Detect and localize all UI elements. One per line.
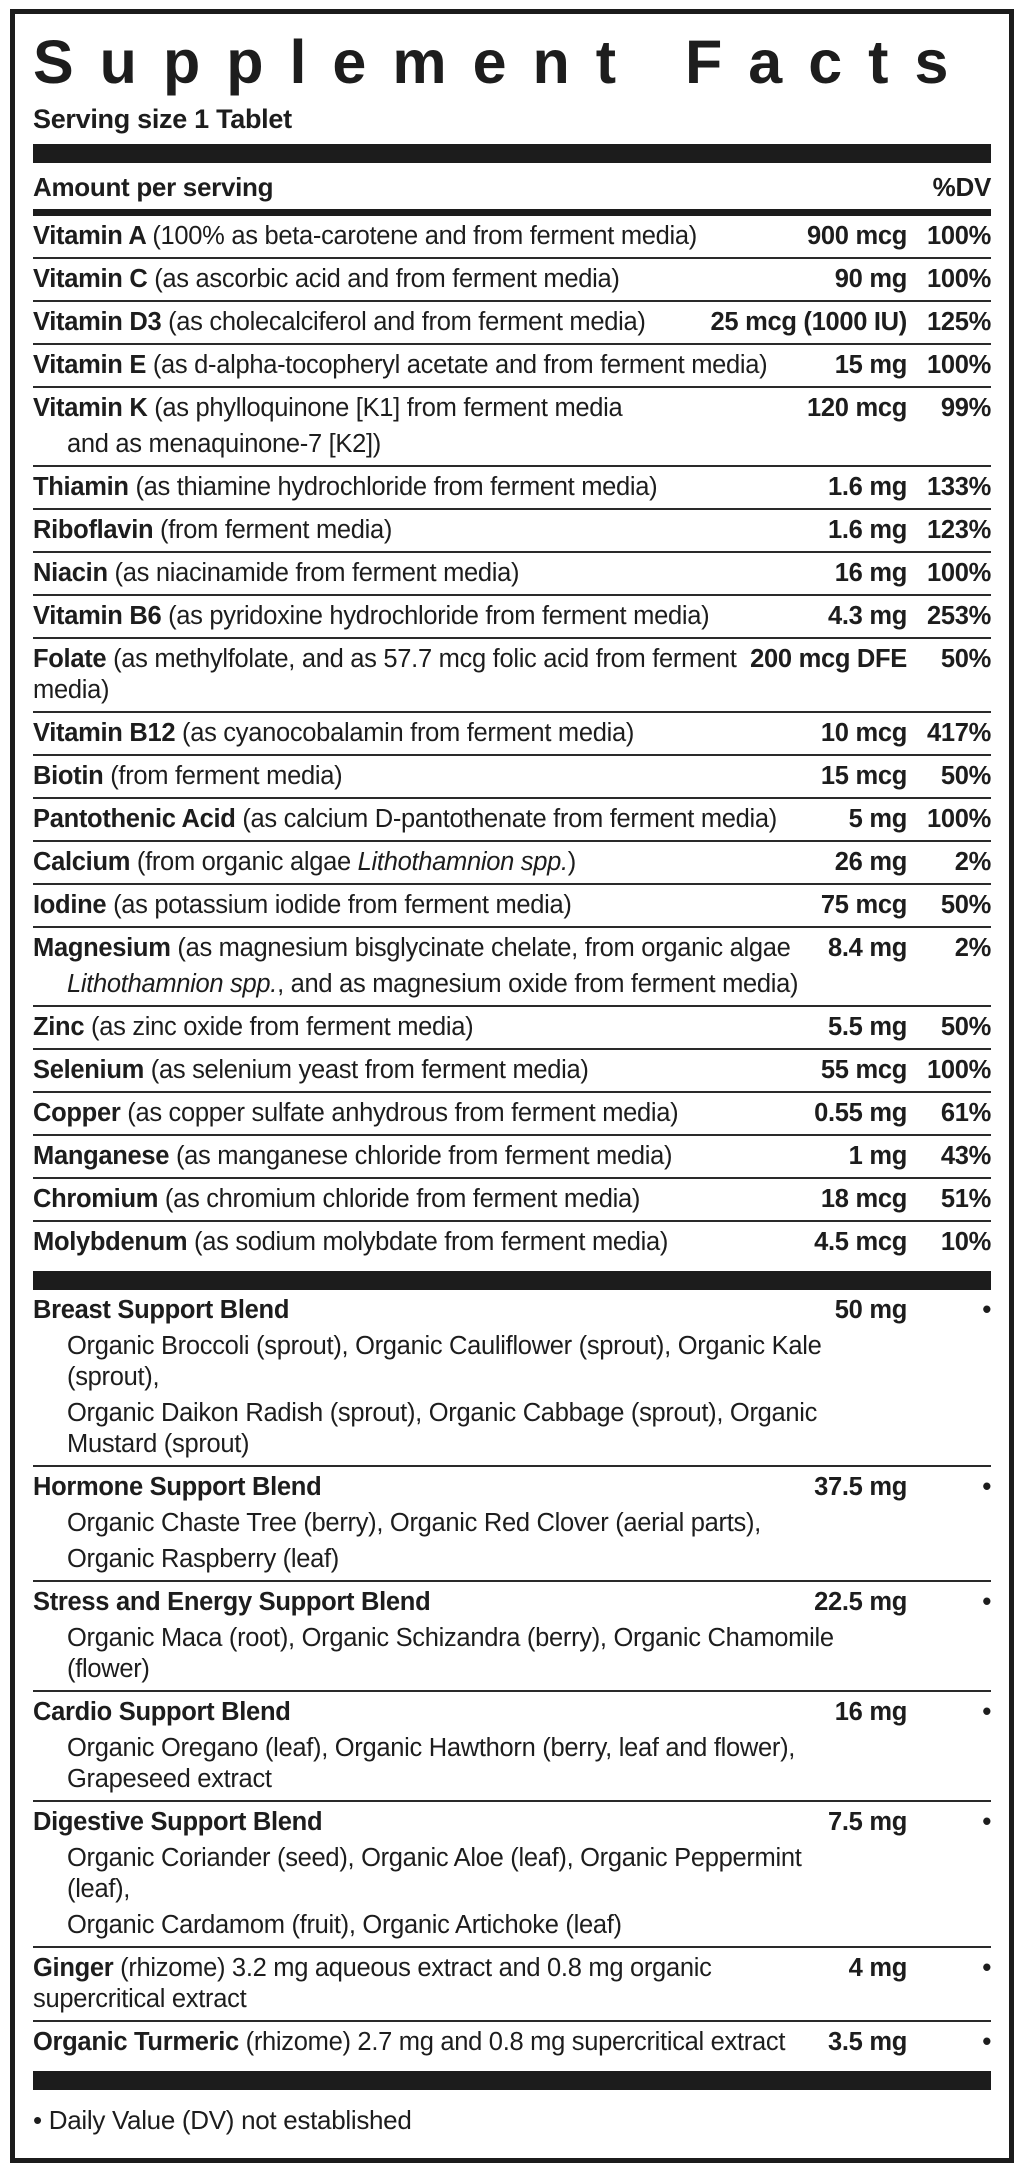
nutrient-row-main-line — [33, 761, 991, 792]
nutrient-row-dv: 50% — [940, 645, 991, 673]
blend-row-continuation-line — [33, 1398, 991, 1460]
blend-row-main-line — [33, 1697, 991, 1728]
ingredient-desc: Organic Oregano (leaf), Organic Hawthorn (berry, leaf and flower), Grapeseed extract — [67, 1734, 796, 1793]
blend-row-desc — [33, 1953, 839, 2015]
nutrient-row-main-line — [33, 804, 991, 835]
nutrient-row-desc — [33, 307, 701, 338]
dv-footnote: • Daily Value (DV) not established — [33, 2105, 412, 2135]
blend-row-main-line — [33, 1472, 991, 1503]
blend-row — [33, 1290, 991, 1467]
nutrient-row-continuation-line — [33, 429, 991, 460]
ingredient-desc: (as magnesium bisglycinate chelate, from organic algae — [177, 934, 791, 962]
blend-row-main-line — [33, 1953, 991, 2015]
ingredient-desc: , and as magnesium oxide from ferment media) — [277, 970, 799, 998]
ingredient-name: Molybdenum — [33, 1228, 195, 1256]
blend-row-continuation-line — [33, 1910, 991, 1941]
nutrient-row-amount: 18 mcg — [820, 1185, 907, 1213]
nutrient-row — [33, 1222, 991, 1263]
nutrient-row-desc — [33, 264, 825, 295]
amount-per-serving-header: Amount per serving — [33, 172, 274, 202]
ingredient-latin-name: Lithothamnion spp. — [357, 848, 568, 876]
ingredient-desc: Organic Broccoli (sprout), Organic Cauliflower (sprout), Organic Kale (sprout), — [67, 1332, 822, 1391]
nutrient-row-amount: 4.5 mcg — [814, 1228, 907, 1256]
blend-row-desc — [33, 1587, 804, 1618]
nutrient-row — [33, 302, 991, 345]
blend-row-main-line — [33, 1807, 991, 1838]
nutrient-row — [33, 1050, 991, 1093]
nutrient-row — [33, 885, 991, 928]
blend-row — [33, 2022, 991, 2063]
nutrient-row — [33, 1093, 991, 1136]
nutrient-row-main-line — [33, 264, 991, 295]
ingredient-desc: (rhizome) 3.2 mg aqueous extract and 0.8 mg organic supercritical extract — [33, 1954, 712, 2013]
nutrient-row-amount: 4.3 mg — [828, 602, 907, 630]
thick-divider-bottom — [33, 2071, 991, 2090]
blend-row — [33, 1948, 991, 2022]
nutrient-row-dv: 100% — [926, 222, 991, 250]
ingredient-name: Vitamin B12 — [33, 719, 182, 747]
blend-row-desc — [33, 1472, 804, 1503]
nutrient-row — [33, 467, 991, 510]
ingredient-desc: (as niacinamide from ferment media) — [114, 559, 520, 587]
nutrient-row-dv: 2% — [954, 848, 991, 876]
ingredient-name: Vitamin D3 — [33, 308, 169, 336]
ingredient-name: Manganese — [33, 1142, 176, 1170]
nutrient-row — [33, 388, 991, 467]
ingredient-desc: (as thiamine hydrochloride from ferment media) — [135, 473, 658, 501]
nutrient-row-main-line — [33, 1227, 991, 1258]
ingredient-desc: (as pyridoxine hydrochloride from ferment media) — [168, 602, 710, 630]
ingredient-name: Digestive Support Blend — [33, 1808, 323, 1836]
ingredient-latin-name: Lithothamnion spp. — [67, 970, 278, 998]
nutrient-row-dv: 100% — [926, 805, 991, 833]
nutrient-row-dv: 50% — [940, 762, 991, 790]
ingredient-desc: (as zinc oxide from ferment media) — [91, 1013, 474, 1041]
nutrient-row — [33, 713, 991, 756]
nutrient-row-desc — [33, 221, 797, 252]
column-header-row — [33, 163, 991, 209]
thick-divider-blends — [33, 1271, 991, 1290]
nutrient-row-amount: 1 mg — [848, 1142, 907, 1170]
nutrient-row — [33, 1179, 991, 1222]
ingredient-desc: (as copper sulfate anhydrous from ferment media) — [127, 1099, 679, 1127]
nutrient-row-dv: 43% — [940, 1142, 991, 1170]
ingredient-desc: Organic Raspberry (leaf) — [67, 1545, 339, 1573]
ingredient-desc: Organic Chaste Tree (berry), Organic Red Clover (aerial parts), — [67, 1509, 761, 1537]
nutrient-row-main-line — [33, 515, 991, 546]
nutrient-row-amount: 1.6 mg — [828, 516, 907, 544]
nutrient-row-main-line — [33, 221, 991, 252]
ingredient-desc: (as ascorbic acid and from ferment media) — [154, 265, 620, 293]
nutrient-row-amount: 90 mg — [834, 265, 907, 293]
blend-row — [33, 1692, 991, 1802]
blend-row-main-line — [33, 1295, 991, 1326]
nutrient-row-desc — [33, 1227, 804, 1258]
nutrient-row-dv: 133% — [926, 473, 991, 501]
nutrient-row-amount: 0.55 mg — [814, 1099, 907, 1127]
ingredient-name: Organic Turmeric — [33, 2028, 246, 2056]
nutrient-row-dv: 417% — [926, 719, 991, 747]
ingredient-name: Calcium — [33, 848, 137, 876]
nutrient-row-amount: 75 mcg — [820, 891, 907, 919]
ingredient-desc: (as sodium molybdate from ferment media) — [194, 1228, 669, 1256]
ingredient-name: Copper — [33, 1099, 128, 1127]
blend-row — [33, 1802, 991, 1948]
nutrient-row-amount: 15 mcg — [820, 762, 907, 790]
nutrient-row-desc — [33, 601, 818, 632]
blend-row-main-line — [33, 2027, 991, 2058]
nutrient-row-continuation-line — [33, 969, 991, 1000]
nutrient-row-main-line — [33, 350, 991, 381]
nutrient-row-main-line — [33, 933, 991, 964]
ingredient-name: Chromium — [33, 1185, 165, 1213]
ingredient-desc: ) — [567, 848, 576, 876]
nutrient-row-desc — [33, 847, 825, 878]
nutrient-row — [33, 259, 991, 302]
nutrient-row-amount: 8.4 mg — [828, 934, 907, 962]
ingredient-name: Folate — [33, 645, 114, 673]
ingredient-name: Ginger — [33, 1954, 121, 1982]
nutrient-row — [33, 553, 991, 596]
nutrient-row-main-line — [33, 718, 991, 749]
nutrient-row-desc — [33, 1098, 804, 1129]
ingredient-name: Riboflavin — [33, 516, 161, 544]
nutrient-row-main-line — [33, 1098, 991, 1129]
nutrient-row-amount: 10 mcg — [820, 719, 907, 747]
nutrient-row-dv: 50% — [940, 1013, 991, 1041]
nutrient-row-amount: 200 mcg DFE — [750, 645, 907, 673]
blend-row-continuation-line — [33, 1733, 991, 1795]
nutrient-row — [33, 639, 991, 713]
ingredient-name: Cardio Support Blend — [33, 1698, 291, 1726]
ingredient-desc: and as menaquinone-7 [K2]) — [67, 430, 382, 458]
blend-row-amount: 37.5 mg — [814, 1473, 907, 1501]
nutrient-row-amount: 16 mg — [834, 559, 907, 587]
ingredient-name: Pantothenic Acid — [33, 805, 243, 833]
ingredient-desc: Organic Cardamom (fruit), Organic Artichoke (leaf) — [67, 1911, 622, 1939]
blend-row-desc — [33, 2027, 818, 2058]
ingredient-desc: Organic Coriander (seed), Organic Aloe (leaf), Organic Peppermint (leaf), — [67, 1844, 802, 1903]
label-title: Supplement Facts — [33, 28, 975, 96]
no-dv-bullet: • — [982, 1808, 991, 1836]
nutrient-row-amount: 900 mcg — [807, 222, 907, 250]
nutrient-row-amount: 25 mcg (1000 IU) — [710, 308, 907, 336]
no-dv-bullet: • — [982, 1296, 991, 1324]
nutrient-row-main-line — [33, 307, 991, 338]
nutrient-row-desc — [33, 890, 811, 921]
percent-dv-header: %DV — [932, 172, 991, 202]
ingredient-desc: (as cholecalciferol and from ferment media) — [168, 308, 646, 336]
nutrient-row-desc — [33, 515, 818, 546]
nutrient-row-desc — [33, 350, 825, 381]
medium-divider-header — [33, 209, 991, 216]
blend-row — [33, 1582, 991, 1692]
nutrient-row-dv: 253% — [926, 602, 991, 630]
no-dv-bullet: • — [982, 1473, 991, 1501]
nutrient-row-amount: 5 mg — [848, 805, 907, 833]
nutrient-row-dv: 2% — [954, 934, 991, 962]
nutrient-row — [33, 1007, 991, 1050]
nutrient-row-main-line — [33, 393, 991, 424]
nutrient-row-desc — [33, 644, 740, 706]
nutrient-row — [33, 596, 991, 639]
ingredient-desc: (rhizome) 2.7 mg and 0.8 mg supercritical extract — [245, 2028, 786, 2056]
nutrient-row-dv: 61% — [940, 1099, 991, 1127]
nutrient-row-main-line — [33, 558, 991, 589]
nutrient-row-amount: 5.5 mg — [828, 1013, 907, 1041]
nutrient-row-amount: 1.6 mg — [828, 473, 907, 501]
blend-rows-section — [33, 1290, 991, 2063]
nutrient-row — [33, 928, 991, 1007]
nutrient-row-main-line — [33, 644, 991, 706]
serving-size: Serving size 1 Tablet — [33, 104, 292, 134]
blend-row-continuation-line — [33, 1544, 991, 1575]
nutrient-row-main-line — [33, 601, 991, 632]
ingredient-desc: (from ferment media) — [110, 762, 343, 790]
ingredient-name: Vitamin E — [33, 351, 153, 379]
ingredient-name: Niacin — [33, 559, 115, 587]
blend-row-continuation-line — [33, 1623, 991, 1685]
nutrient-row-dv: 50% — [940, 891, 991, 919]
ingredient-name: Vitamin A — [33, 222, 153, 250]
blend-row-continuation-line — [33, 1331, 991, 1393]
blend-row-desc — [33, 1807, 818, 1838]
nutrient-rows-section — [33, 216, 991, 1263]
ingredient-desc: (as methylfolate, and as 57.7 mcg folic acid from ferment media) — [33, 645, 737, 704]
nutrient-row-main-line — [33, 1055, 991, 1086]
nutrient-row-dv: 100% — [926, 265, 991, 293]
nutrient-row-desc — [33, 761, 811, 792]
nutrient-row — [33, 842, 991, 885]
ingredient-desc: (from ferment media) — [160, 516, 393, 544]
nutrient-row — [33, 345, 991, 388]
ingredient-desc: (as d-alpha-tocopheryl acetate and from ferment media) — [152, 351, 768, 379]
nutrient-row-desc — [33, 1141, 839, 1172]
nutrient-row-amount: 55 mcg — [820, 1056, 907, 1084]
nutrient-row-dv: 99% — [940, 394, 991, 422]
nutrient-row-desc — [33, 558, 825, 589]
ingredient-name: Vitamin B6 — [33, 602, 169, 630]
nutrient-row-main-line — [33, 890, 991, 921]
no-dv-bullet: • — [982, 1588, 991, 1616]
nutrient-row-main-line — [33, 1184, 991, 1215]
blend-row-amount: 22.5 mg — [814, 1588, 907, 1616]
ingredient-desc: (as phylloquinone [K1] from ferment media — [154, 394, 623, 422]
nutrient-row-amount: 15 mg — [834, 351, 907, 379]
ingredient-name: Thiamin — [33, 473, 136, 501]
ingredient-name: Vitamin K — [33, 394, 155, 422]
no-dv-bullet: • — [982, 1954, 991, 1982]
nutrient-row-main-line — [33, 847, 991, 878]
ingredient-desc: (from organic algae — [136, 848, 358, 876]
nutrient-row-dv: 100% — [926, 351, 991, 379]
nutrient-row-dv: 10% — [940, 1228, 991, 1256]
nutrient-row-desc — [33, 393, 797, 424]
blend-row-amount: 7.5 mg — [828, 1808, 907, 1836]
ingredient-name: Selenium — [33, 1056, 151, 1084]
nutrient-row — [33, 799, 991, 842]
no-dv-bullet: • — [982, 2028, 991, 2056]
nutrient-row-desc — [33, 933, 818, 964]
blend-row-amount: 16 mg — [834, 1698, 907, 1726]
nutrient-row — [33, 1136, 991, 1179]
nutrient-row-main-line — [33, 472, 991, 503]
ingredient-desc: (as calcium D-pantothenate from ferment media) — [242, 805, 777, 833]
nutrient-row-main-line — [33, 1141, 991, 1172]
blend-row-desc — [33, 1295, 825, 1326]
nutrient-row-desc — [33, 718, 811, 749]
nutrient-row-dv: 123% — [926, 516, 991, 544]
ingredient-name: Iodine — [33, 891, 114, 919]
ingredient-name: Zinc — [33, 1013, 92, 1041]
nutrient-row — [33, 510, 991, 553]
ingredient-name: Hormone Support Blend — [33, 1473, 322, 1501]
thick-divider-top — [33, 144, 991, 163]
ingredient-desc: (100% as beta-carotene and from ferment media) — [152, 222, 697, 250]
ingredient-desc: (as chromium chloride from ferment media) — [164, 1185, 641, 1213]
nutrient-row-dv: 100% — [926, 559, 991, 587]
nutrient-row-amount: 26 mg — [834, 848, 907, 876]
no-dv-bullet: • — [982, 1698, 991, 1726]
ingredient-desc: Organic Maca (root), Organic Schizandra (berry), Organic Chamomile (flower) — [67, 1624, 834, 1683]
nutrient-row — [33, 756, 991, 799]
nutrient-row-desc — [33, 804, 839, 835]
blend-row-amount: 3.5 mg — [828, 2028, 907, 2056]
nutrient-row-desc — [33, 1184, 811, 1215]
blend-row-desc — [33, 1697, 825, 1728]
ingredient-desc: (as cyanocobalamin from ferment media) — [182, 719, 635, 747]
supplement-facts-label — [10, 9, 1014, 2163]
blend-row-main-line — [33, 1587, 991, 1618]
ingredient-name: Biotin — [33, 762, 111, 790]
ingredient-name: Stress and Energy Support Blend — [33, 1588, 431, 1616]
ingredient-name: Breast Support Blend — [33, 1296, 290, 1324]
blend-row — [33, 1467, 991, 1582]
nutrient-row-amount: 120 mcg — [807, 394, 907, 422]
ingredient-desc: Organic Daikon Radish (sprout), Organic Cabbage (sprout), Organic Mustard (sprout) — [67, 1399, 818, 1458]
ingredient-desc: (as manganese chloride from ferment media) — [175, 1142, 673, 1170]
nutrient-row-dv: 125% — [926, 308, 991, 336]
blend-row-amount: 50 mg — [834, 1296, 907, 1324]
blend-row-continuation-line — [33, 1508, 991, 1539]
ingredient-name: Magnesium — [33, 934, 178, 962]
nutrient-row-dv: 51% — [940, 1185, 991, 1213]
nutrient-row-desc — [33, 1012, 818, 1043]
nutrient-row — [33, 216, 991, 259]
ingredient-name: Vitamin C — [33, 265, 155, 293]
nutrient-row-desc — [33, 1055, 811, 1086]
nutrient-row-dv: 100% — [926, 1056, 991, 1084]
nutrient-row-main-line — [33, 1012, 991, 1043]
ingredient-desc: (as selenium yeast from ferment media) — [150, 1056, 589, 1084]
blend-row-continuation-line — [33, 1843, 991, 1905]
ingredient-desc: (as potassium iodide from ferment media) — [113, 891, 572, 919]
nutrient-row-desc — [33, 472, 818, 503]
blend-row-amount: 4 mg — [848, 1954, 907, 1982]
